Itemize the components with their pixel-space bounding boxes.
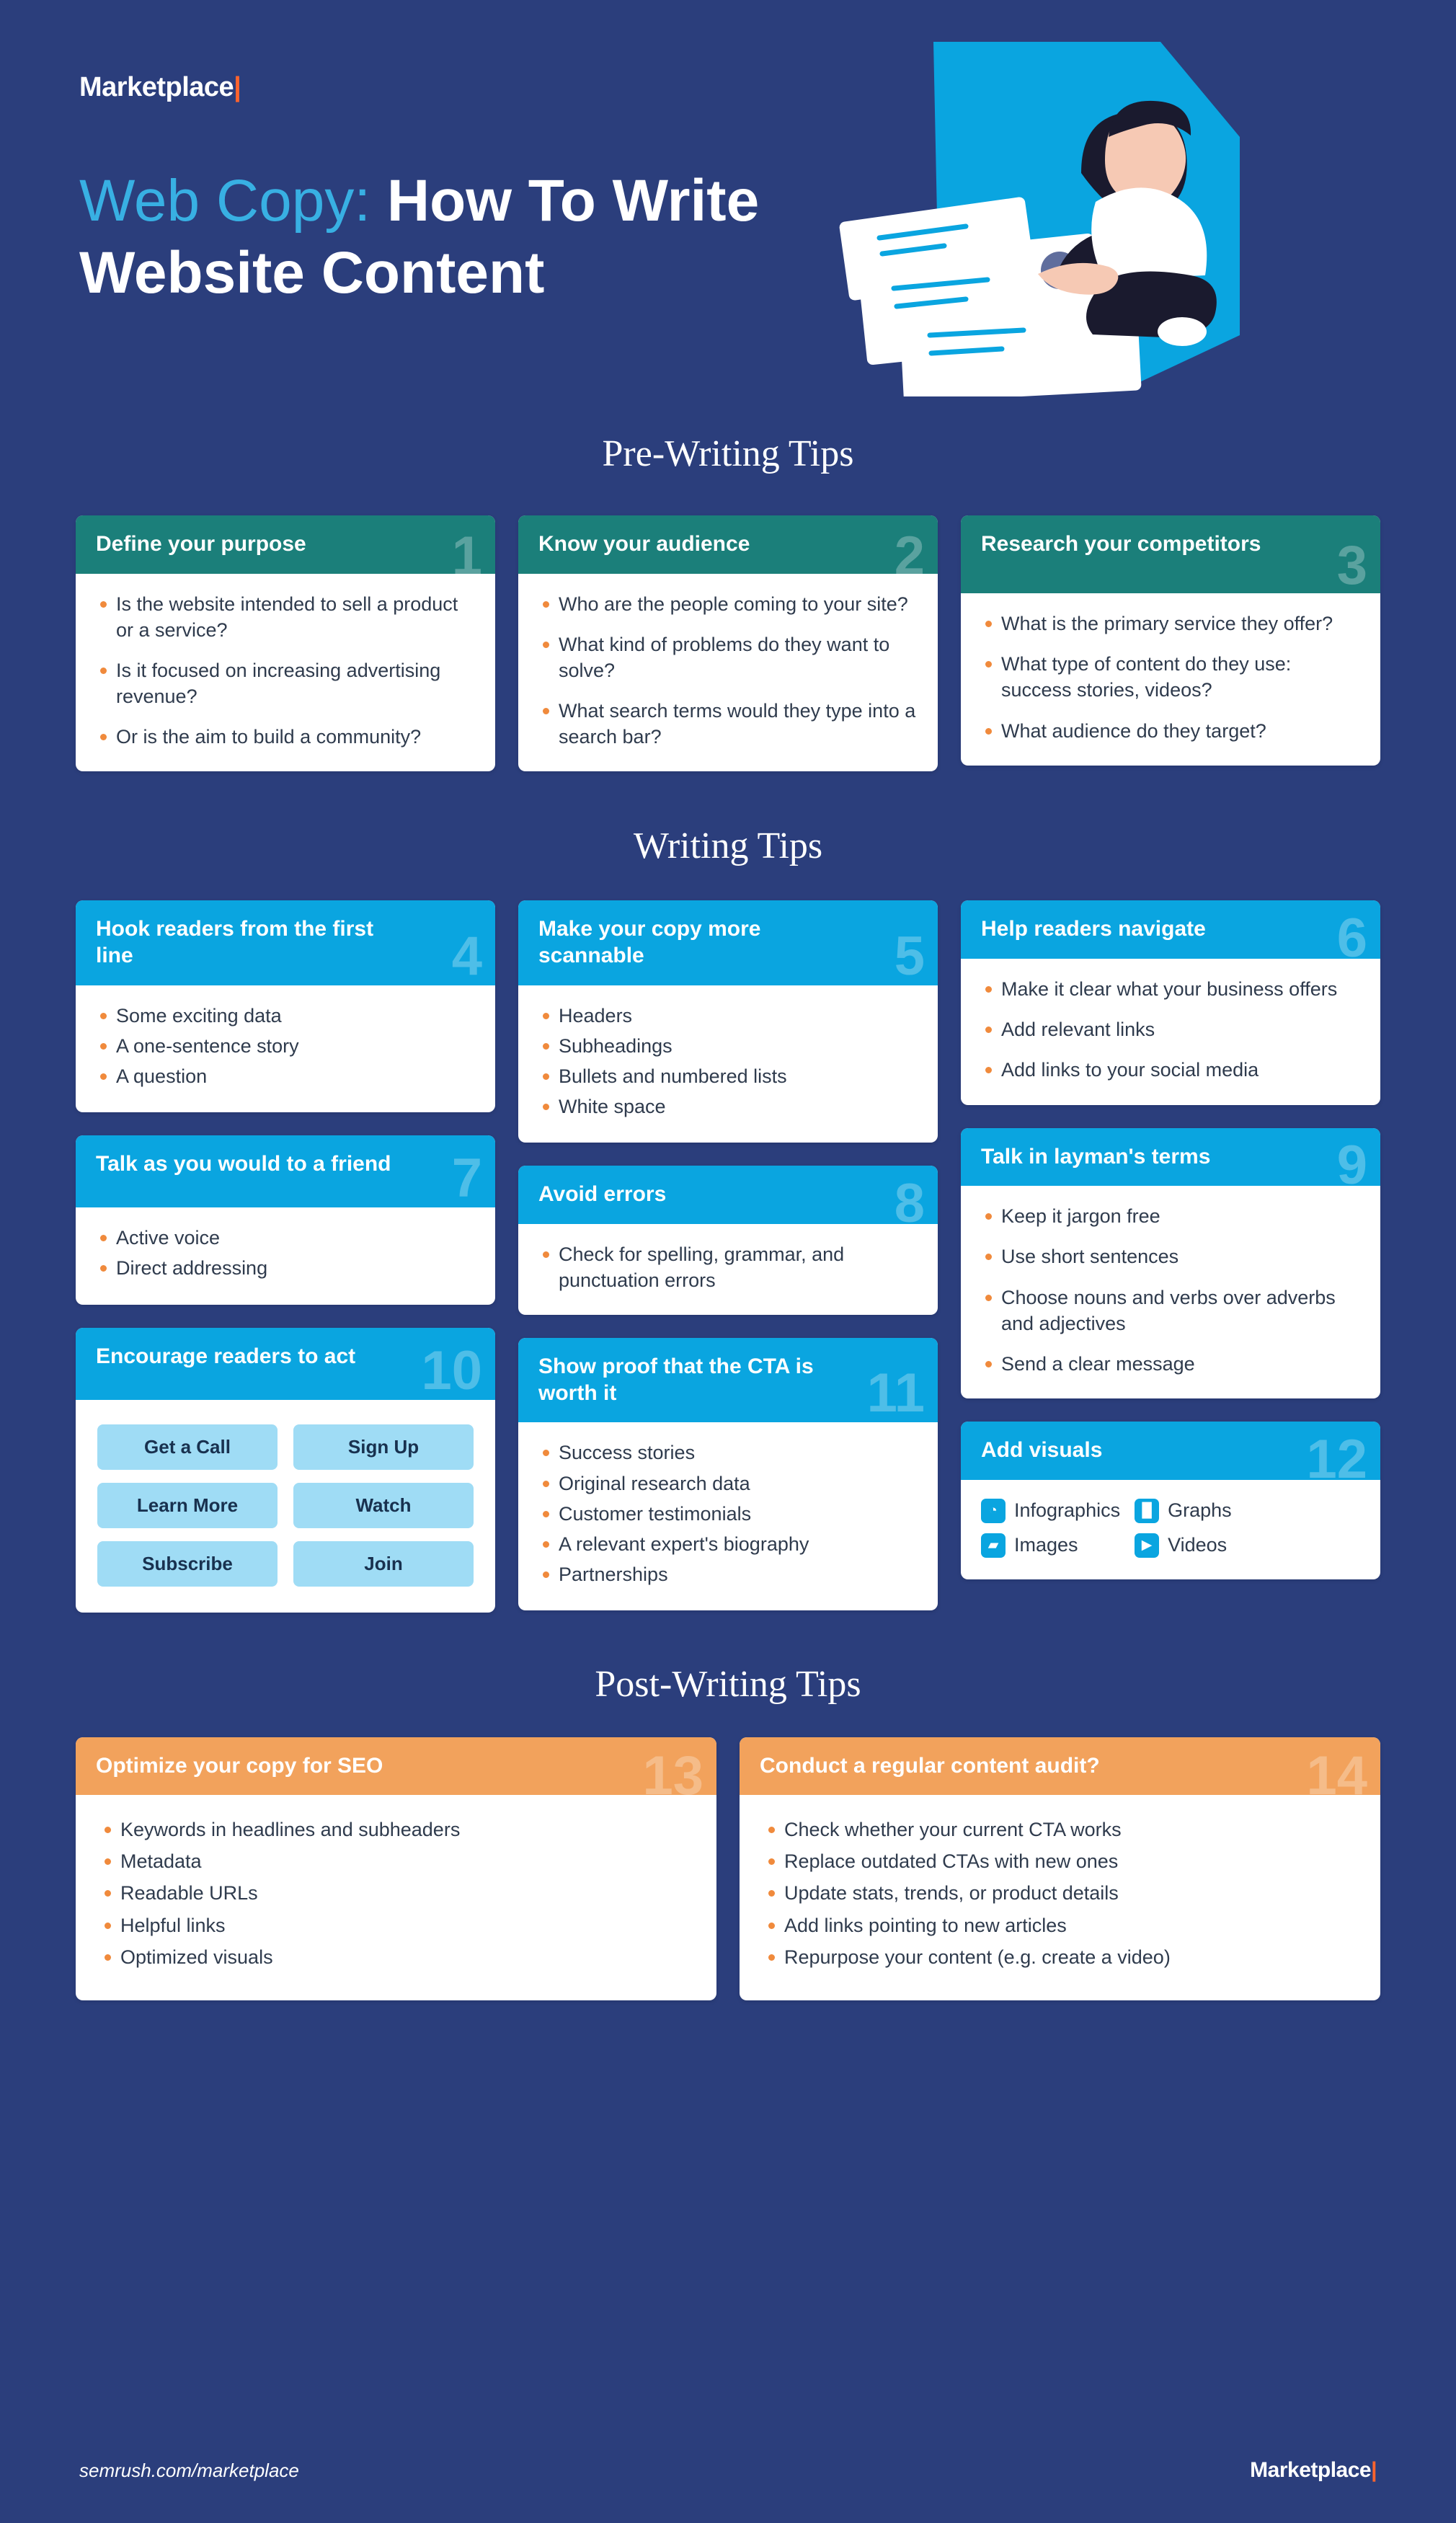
card-title: Help readers navigate bbox=[981, 917, 1206, 941]
list-item: Add links pointing to new articles bbox=[764, 1912, 1356, 1938]
page-title-rest: How To Write Website Content bbox=[79, 168, 760, 306]
list-item: Active voice bbox=[96, 1225, 475, 1251]
list-item: Repurpose your content (e.g. create a video) bbox=[764, 1944, 1356, 1970]
card-title: Hook readers from the first line bbox=[96, 917, 374, 968]
cta-button-learn-more[interactable]: Learn More bbox=[97, 1483, 278, 1528]
card-number: 13 bbox=[642, 1745, 703, 1807]
card-add-visuals bbox=[961, 1422, 1380, 1579]
list-item: Metadata bbox=[100, 1848, 692, 1874]
visual-infographics bbox=[981, 1499, 1120, 1523]
brand-logo-text: Marketplace bbox=[79, 72, 234, 102]
card-body bbox=[76, 1795, 716, 2000]
card-header bbox=[518, 900, 938, 985]
card-optimize-for-seo bbox=[76, 1737, 716, 2000]
header bbox=[0, 0, 1456, 433]
card-header bbox=[961, 900, 1380, 970]
footer-url[interactable]: semrush.com/marketplace bbox=[79, 2459, 299, 2481]
visuals-list bbox=[961, 1480, 1380, 1579]
card-body bbox=[518, 1224, 938, 1315]
card-number: 6 bbox=[1336, 908, 1367, 970]
card-number: 3 bbox=[1336, 535, 1367, 596]
list-item: Helpful links bbox=[100, 1912, 692, 1938]
card-body bbox=[76, 985, 495, 1113]
card-talk-as-you-would-to-a-friend bbox=[76, 1135, 495, 1304]
card-title: Show proof that the CTA is worth it bbox=[538, 1354, 814, 1405]
list-item: A one-sentence story bbox=[96, 1033, 475, 1059]
card-title: Conduct a regular content audit? bbox=[760, 1753, 1100, 1778]
card-number: 10 bbox=[421, 1339, 482, 1401]
tips-list bbox=[538, 591, 918, 750]
card-number: 8 bbox=[894, 1172, 925, 1234]
visual-label: Images bbox=[1014, 1534, 1078, 1556]
card-number: 7 bbox=[451, 1148, 482, 1210]
brand-logo-bar: | bbox=[234, 72, 241, 102]
list-item: Who are the people coming to your site? bbox=[538, 591, 918, 617]
list-item: What kind of problems do they want to solve? bbox=[538, 631, 918, 683]
list-item: Choose nouns and verbs over adverbs and adjectives bbox=[981, 1285, 1360, 1336]
card-body bbox=[76, 574, 495, 772]
cta-buttons bbox=[76, 1400, 495, 1613]
card-body bbox=[76, 1207, 495, 1304]
card-number: 2 bbox=[894, 525, 925, 587]
card-title: Research your competitors bbox=[981, 532, 1261, 556]
visual-videos bbox=[1135, 1533, 1232, 1558]
list-item: Bullets and numbered lists bbox=[538, 1063, 918, 1089]
graph-icon: █ bbox=[1135, 1499, 1159, 1523]
card-title: Define your purpose bbox=[96, 532, 306, 556]
card-talk-in-laymans-terms bbox=[961, 1128, 1380, 1398]
card-know-your-audience bbox=[518, 515, 938, 771]
card-header bbox=[518, 1338, 938, 1422]
list-item: Use short sentences bbox=[981, 1243, 1360, 1269]
list-item: Optimized visuals bbox=[100, 1944, 692, 1970]
card-title: Encourage readers to act bbox=[96, 1344, 356, 1368]
tips-list bbox=[981, 976, 1360, 1083]
cta-button-join[interactable]: Join bbox=[293, 1541, 474, 1587]
card-header bbox=[76, 1737, 716, 1807]
card-help-readers-navigate bbox=[961, 900, 1380, 1104]
tips-list bbox=[764, 1817, 1356, 1970]
section-title-pre-writing: Pre-Writing Tips bbox=[602, 433, 854, 474]
card-header bbox=[961, 1128, 1380, 1197]
page-title bbox=[79, 165, 894, 309]
list-item: Is it focused on increasing advertising revenue? bbox=[96, 657, 475, 709]
list-item: A relevant expert's biography bbox=[538, 1531, 918, 1557]
card-make-your-copy-more-scannable bbox=[518, 900, 938, 1143]
card-number: 14 bbox=[1306, 1745, 1367, 1807]
visual-label: Infographics bbox=[1014, 1499, 1121, 1522]
card-number: 11 bbox=[866, 1362, 925, 1424]
visual-label: Videos bbox=[1168, 1534, 1228, 1556]
card-hook-readers bbox=[76, 900, 495, 1112]
card-number: 12 bbox=[1306, 1428, 1367, 1490]
list-item: Subheadings bbox=[538, 1033, 918, 1059]
pre-writing-grid bbox=[0, 515, 1456, 771]
card-body bbox=[961, 959, 1380, 1105]
tips-list bbox=[538, 1003, 918, 1120]
list-item: White space bbox=[538, 1094, 918, 1119]
card-title: Know your audience bbox=[538, 532, 750, 556]
list-item: Check for spelling, grammar, and punctuation errors bbox=[538, 1241, 918, 1293]
video-icon: ▶ bbox=[1135, 1533, 1159, 1558]
tips-list bbox=[96, 591, 475, 750]
card-title: Avoid errors bbox=[538, 1182, 667, 1207]
list-item: Keywords in headlines and subheaders bbox=[100, 1817, 692, 1843]
list-item: What is the primary service they offer? bbox=[981, 611, 1360, 637]
image-icon: ▰ bbox=[981, 1533, 1006, 1558]
hero-illustration bbox=[822, 29, 1240, 396]
page-title-highlight: Web Copy: bbox=[79, 168, 371, 234]
tips-list bbox=[538, 1241, 918, 1293]
list-item: Direct addressing bbox=[96, 1255, 475, 1281]
list-item: A question bbox=[96, 1063, 475, 1089]
card-body bbox=[518, 1422, 938, 1610]
list-item: What type of content do they use: success stories, videos? bbox=[981, 651, 1360, 703]
writing-grid bbox=[0, 900, 1456, 1612]
card-research-your-competitors bbox=[961, 515, 1380, 766]
card-number: 9 bbox=[1336, 1135, 1367, 1197]
card-body bbox=[518, 574, 938, 772]
card-body bbox=[740, 1795, 1380, 2000]
list-item: Partnerships bbox=[538, 1561, 918, 1587]
list-item: Readable URLs bbox=[100, 1880, 692, 1906]
list-item: What search terms would they type into a search bar? bbox=[538, 698, 918, 750]
card-header bbox=[76, 900, 495, 985]
visual-graphs bbox=[1135, 1499, 1232, 1523]
footer bbox=[0, 2458, 1456, 2483]
card-header bbox=[76, 1328, 495, 1400]
list-item: Or is the aim to build a community? bbox=[96, 724, 475, 750]
list-item: Check whether your current CTA works bbox=[764, 1817, 1356, 1843]
card-avoid-errors bbox=[518, 1166, 938, 1315]
tips-list bbox=[538, 1440, 918, 1587]
card-title: Optimize your copy for SEO bbox=[96, 1753, 383, 1778]
cta-button-sign-up[interactable]: Sign Up bbox=[293, 1424, 474, 1470]
list-item: What audience do they target? bbox=[981, 718, 1360, 744]
footer-logo bbox=[1250, 2458, 1377, 2483]
card-header bbox=[76, 515, 495, 587]
list-item: Make it clear what your business offers bbox=[981, 976, 1360, 1002]
section-title-post-writing: Post-Writing Tips bbox=[595, 1663, 861, 1705]
list-item: Send a clear message bbox=[981, 1351, 1360, 1377]
visual-images bbox=[981, 1533, 1120, 1558]
card-title: Add visuals bbox=[981, 1438, 1103, 1463]
list-item: Is the website intended to sell a product or a service? bbox=[96, 591, 475, 643]
tips-list bbox=[981, 1203, 1360, 1377]
card-number: 4 bbox=[451, 925, 482, 987]
list-item: Headers bbox=[538, 1003, 918, 1029]
cta-button-subscribe[interactable]: Subscribe bbox=[97, 1541, 278, 1587]
card-body bbox=[961, 1186, 1380, 1398]
list-item: Success stories bbox=[538, 1440, 918, 1466]
footer-logo-bar: | bbox=[1371, 2458, 1377, 2482]
cta-button-get-a-call[interactable]: Get a Call bbox=[97, 1424, 278, 1470]
list-item: Replace outdated CTAs with new ones bbox=[764, 1848, 1356, 1874]
card-define-your-purpose bbox=[76, 515, 495, 771]
post-writing-grid bbox=[0, 1737, 1456, 2000]
section-title-writing: Writing Tips bbox=[633, 825, 823, 867]
card-body bbox=[518, 985, 938, 1143]
tips-list bbox=[981, 611, 1360, 744]
card-header bbox=[518, 1166, 938, 1234]
card-header bbox=[740, 1737, 1380, 1807]
card-body bbox=[961, 593, 1380, 766]
card-title: Talk in layman's terms bbox=[981, 1144, 1211, 1169]
card-header bbox=[961, 515, 1380, 596]
card-show-proof-cta bbox=[518, 1338, 938, 1610]
footer-logo-text: Marketplace bbox=[1250, 2458, 1372, 2482]
list-item: Add links to your social media bbox=[981, 1057, 1360, 1083]
tips-list bbox=[96, 1003, 475, 1090]
list-item: Update stats, trends, or product details bbox=[764, 1880, 1356, 1906]
card-header bbox=[76, 1135, 495, 1210]
tips-list bbox=[96, 1225, 475, 1281]
cta-button-watch[interactable]: Watch bbox=[293, 1483, 474, 1528]
list-item: Original research data bbox=[538, 1471, 918, 1496]
card-number: 1 bbox=[451, 525, 482, 587]
card-header bbox=[518, 515, 938, 587]
card-content-audit bbox=[740, 1737, 1380, 2000]
card-number: 5 bbox=[894, 925, 925, 987]
visual-label: Graphs bbox=[1168, 1499, 1232, 1522]
list-item: Some exciting data bbox=[96, 1003, 475, 1029]
card-title: Talk as you would to a friend bbox=[96, 1152, 391, 1176]
list-item: Add relevant links bbox=[981, 1016, 1360, 1042]
list-item: Customer testimonials bbox=[538, 1501, 918, 1527]
card-encourage-readers-to-act bbox=[76, 1328, 495, 1613]
card-title: Make your copy more scannable bbox=[538, 917, 761, 968]
card-header bbox=[961, 1422, 1380, 1490]
list-item: Keep it jargon free bbox=[981, 1203, 1360, 1229]
infographic-icon: ◔ bbox=[981, 1499, 1006, 1523]
tips-list bbox=[100, 1817, 692, 1970]
